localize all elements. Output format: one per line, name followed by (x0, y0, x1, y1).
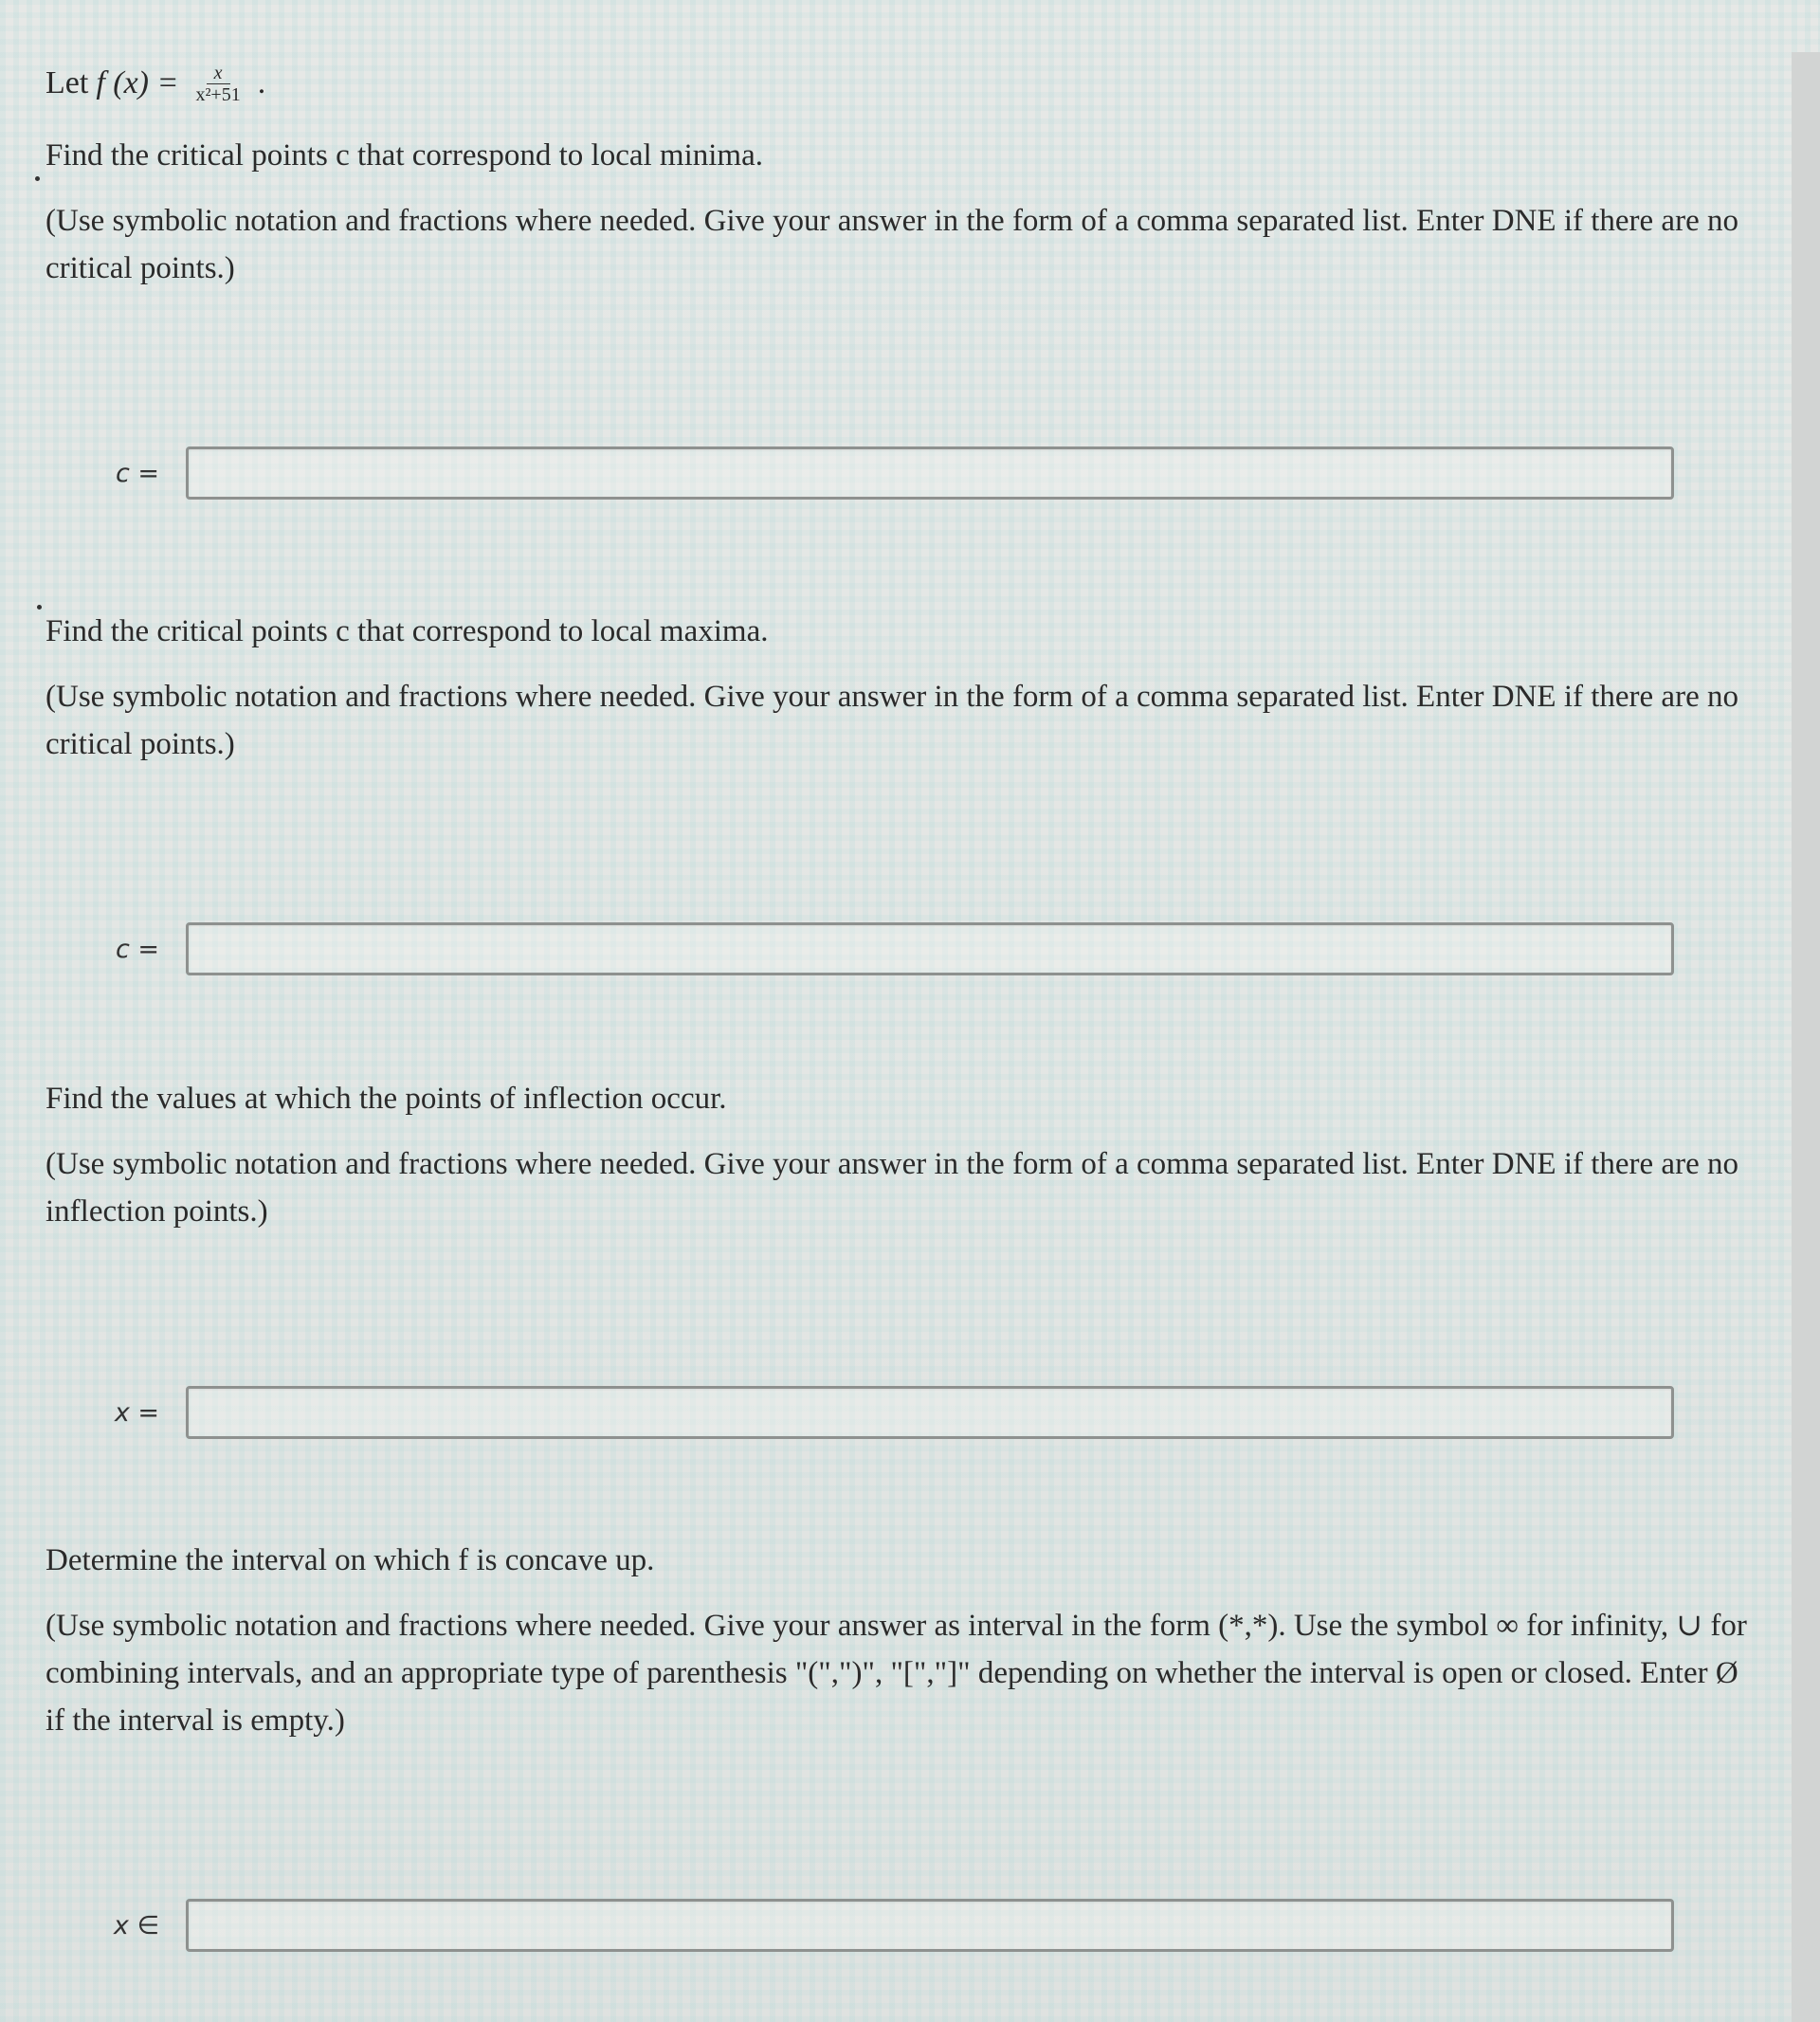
answer-label: c = (115, 934, 159, 964)
right-edge-panel (1792, 52, 1820, 2022)
answer-row-maxima (83, 922, 1674, 975)
problem-content (46, 55, 1761, 1940)
section-prompt: Find the critical points c that correspond to local minima. (46, 138, 763, 173)
section-local-maxima (46, 609, 1761, 768)
intro-prefix: Let (46, 65, 89, 100)
section-note: (Use symbolic notation and fractions where needed. Give your answer in the form of a comma separated list. Enter DNE if there are no critical points.) (46, 204, 1738, 285)
inflection-answer-input[interactable] (186, 1386, 1674, 1439)
answer-row-concave-up (83, 1899, 1674, 1952)
intro-suffix: . (257, 65, 266, 100)
bullet-mark (35, 176, 40, 181)
section-note: (Use symbolic notation and fractions where needed. Give your answer as interval in the form (*,*). Use the symbol ∞ for infinity, ∪ for combining intervals, and an appropriate type of parenthesis "(",")", "[","]" depending on whether the interval is open or closed. Enter Ø if the interval is empty.) (46, 1609, 1747, 1738)
fraction-denominator: x²+51 (195, 83, 241, 105)
minima-answer-input[interactable] (186, 446, 1674, 500)
section-inflection-points (46, 1076, 1761, 1235)
section-prompt: Determine the interval on which f is concave up. (46, 1543, 655, 1577)
function-fraction (191, 63, 244, 105)
section-prompt: Find the values at which the points of inflection occur. (46, 1082, 727, 1116)
function-definition (46, 55, 1761, 112)
answer-label: x = (114, 1397, 159, 1428)
section-note: (Use symbolic notation and fractions where needed. Give your answer in the form of a comma separated list. Enter DNE if there are no critical points.) (46, 680, 1738, 761)
section-concave-up (46, 1538, 1761, 1744)
section-local-minima (46, 133, 1761, 292)
maxima-answer-input[interactable] (186, 922, 1674, 975)
section-note: (Use symbolic notation and fractions where needed. Give your answer in the form of a comma separated list. Enter DNE if there are no inflection points.) (46, 1147, 1738, 1229)
answer-label: x ∈ (113, 1910, 159, 1940)
answer-label: c = (115, 458, 159, 488)
concave-up-answer-input[interactable] (186, 1899, 1674, 1952)
answer-row-minima (83, 446, 1674, 500)
answer-row-inflection (83, 1386, 1674, 1439)
section-prompt: Find the critical points c that correspond to local maxima. (46, 614, 769, 648)
function-name: f (x) = (96, 65, 179, 100)
bullet-mark (37, 605, 42, 610)
fraction-numerator: x (207, 63, 230, 84)
